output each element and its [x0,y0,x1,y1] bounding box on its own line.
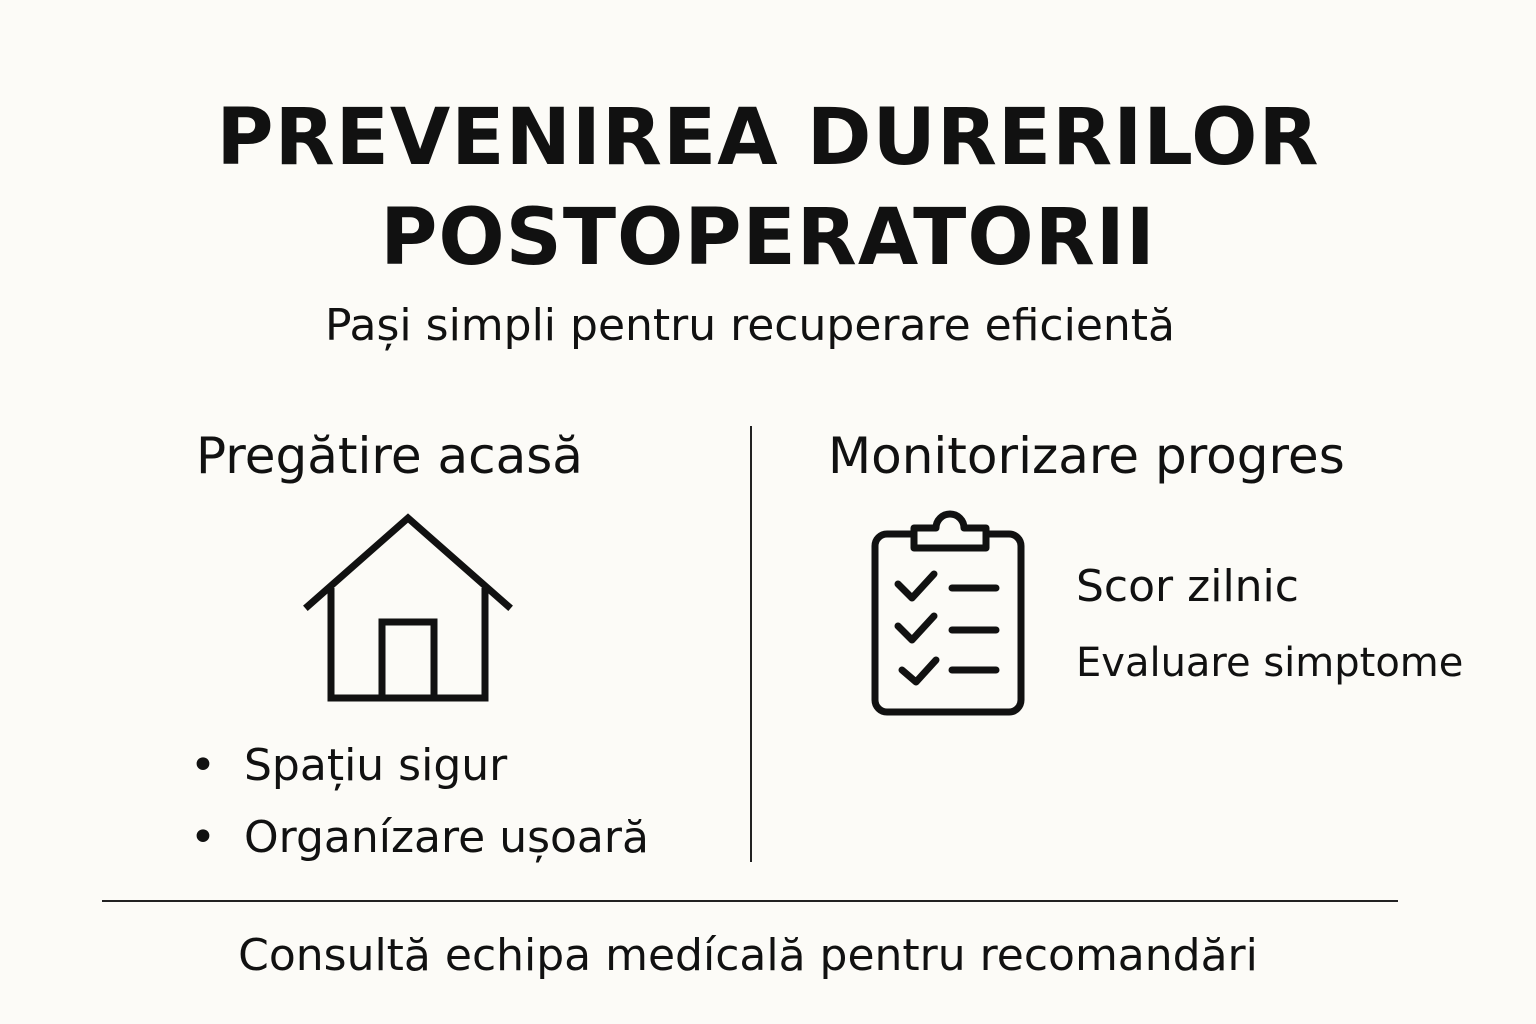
page-title [0,88,1536,288]
daily-score-label: Scor zilnic [1076,561,1299,612]
bullet-marker: • [190,740,216,791]
footer-divider [102,900,1398,902]
symptom-evaluation-label: Evaluare simptome [1076,640,1464,686]
list-item-label: Spațiu sigur [244,740,508,791]
house-icon [300,508,516,708]
home-preparation-list [190,734,649,878]
list-item [190,806,649,878]
page-subtitle: Pași simpli pentru recuperare eficientă [324,300,1175,351]
home-preparation-heading: Pregătire acasă [196,427,583,485]
column-divider [750,426,752,862]
title-line-1: PREVENIREA DURERILOR [216,93,1320,183]
list-item [190,734,649,806]
clipboard-checklist-icon [866,504,1032,720]
footer-note: Consultă echipa medícală pentru recomandări [238,930,1258,981]
list-item-label: Organízare ușoară [244,812,649,863]
title-line-2: POSTOPERATORII [380,193,1156,283]
bullet-marker: • [190,812,216,863]
progress-monitoring-heading: Monitorizare progres [828,427,1345,485]
